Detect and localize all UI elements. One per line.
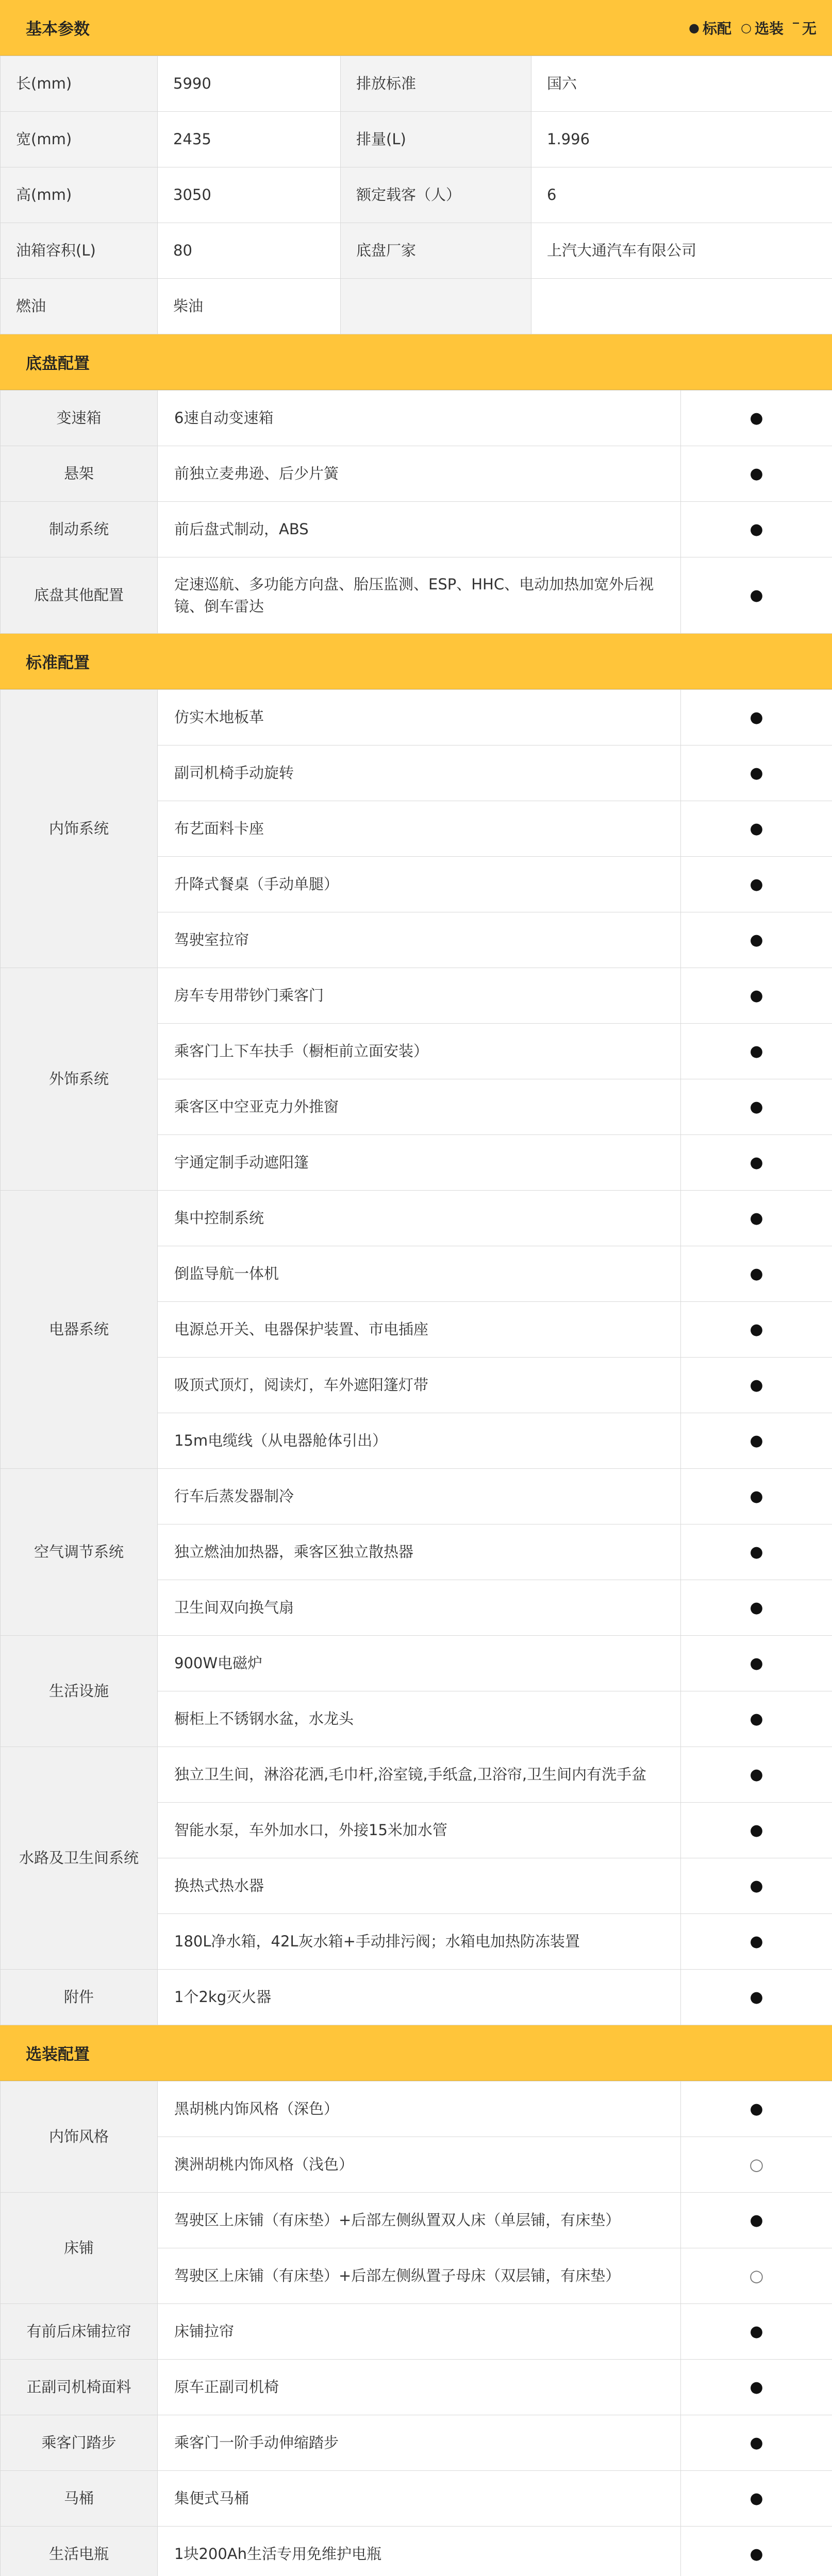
standard-dot-icon: ● [681, 502, 832, 557]
chassis-header [0, 334, 832, 390]
legend-none [793, 18, 817, 38]
feature-item: 前独立麦弗逊、后少片簧 [158, 446, 681, 502]
feature-item: 900W电磁炉 [158, 1636, 681, 1691]
feature-category: 乘客门踏步 [1, 2415, 158, 2471]
feature-category: 床铺 [1, 2193, 158, 2304]
feature-item: 乘客门一阶手动伸缩踏步 [158, 2415, 681, 2471]
feature-category: 内饰系统 [1, 690, 158, 968]
feature-row [1, 1191, 832, 1246]
feature-row [1, 968, 832, 1024]
standard-dot-icon: ● [681, 1858, 832, 1914]
standard-dot-icon: ● [681, 1524, 832, 1580]
standard-dot-icon: ● [681, 1970, 832, 2025]
feature-item: 驾驶区上床铺（有床垫）+后部左侧纵置子母床（双层铺，有床垫） [158, 2248, 681, 2304]
feature-category: 马桶 [1, 2471, 158, 2527]
feature-category: 变速箱 [1, 391, 158, 446]
param-label: 排放标准 [341, 56, 531, 112]
feature-item: 15m电缆线（从电器舱体引出） [158, 1413, 681, 1469]
standard-dot-icon: ● [681, 2193, 832, 2248]
basic-param-row [1, 56, 832, 112]
feature-category: 外饰系统 [1, 968, 158, 1191]
param-value: 3050 [158, 167, 341, 223]
chassis-table [0, 390, 832, 634]
standard-dot-icon: ● [681, 391, 832, 446]
standard-dot-icon: ● [681, 968, 832, 1024]
feature-item: 前后盘式制动，ABS [158, 502, 681, 557]
basic-params-header [0, 0, 832, 56]
standard-dot-icon: ● [681, 1636, 832, 1691]
basic-param-row [1, 167, 832, 223]
param-value [531, 279, 832, 334]
feature-item: 6速自动变速箱 [158, 391, 681, 446]
feature-item: 智能水泵，车外加水口，外接15米加水管 [158, 1803, 681, 1858]
legend-standard [689, 18, 731, 38]
feature-item: 180L净水箱，42L灰水箱+手动排污阀；水箱电加热防冻装置 [158, 1914, 681, 1970]
feature-item: 独立卫生间，淋浴花洒,毛巾杆,浴室镜,手纸盒,卫浴帘,卫生间内有洗手盆 [158, 1747, 681, 1803]
basic-param-row [1, 279, 832, 334]
legend-optional-label: 选装 [754, 20, 784, 37]
param-label: 长(mm) [1, 56, 158, 112]
standard-dot-icon: ● [681, 1747, 832, 1803]
feature-item: 独立燃油加热器，乘客区独立散热器 [158, 1524, 681, 1580]
optional-header [0, 2025, 832, 2081]
feature-item: 布艺面料卡座 [158, 801, 681, 857]
standard-dot-icon: ● [681, 1914, 832, 1970]
basic-params-table [0, 56, 832, 334]
param-value: 柴油 [158, 279, 341, 334]
standard-dot-icon: ● [681, 1803, 832, 1858]
feature-row [1, 2527, 832, 2576]
standard-dot-icon: ● [681, 2360, 832, 2415]
feature-row [1, 2193, 832, 2248]
feature-category: 底盘其他配置 [1, 557, 158, 634]
feature-row [1, 1636, 832, 1691]
feature-item: 橱柜上不锈钢水盆，水龙头 [158, 1691, 681, 1747]
standard-dot-icon: ● [681, 745, 832, 801]
feature-item: 驾驶区上床铺（有床垫）+后部左侧纵置双人床（单层铺，有床垫） [158, 2193, 681, 2248]
feature-item: 乘客区中空亚克力外推窗 [158, 1079, 681, 1135]
feature-category: 悬架 [1, 446, 158, 502]
feature-item: 1个2kg灭火器 [158, 1970, 681, 2025]
param-label: 排量(L) [341, 112, 531, 167]
standard-dot-icon: ● [681, 2415, 832, 2471]
chassis-title: 底盘配置 [26, 354, 90, 373]
optional-circle-icon: ○ [681, 2137, 832, 2193]
feature-item: 仿实木地板革 [158, 690, 681, 745]
feature-row [1, 391, 832, 446]
feature-category: 制动系统 [1, 502, 158, 557]
param-value: 上汽大通汽车有限公司 [531, 223, 832, 279]
feature-row [1, 1747, 832, 1803]
feature-category: 附件 [1, 1970, 158, 2025]
standard-dot-icon: ● [681, 1135, 832, 1191]
standard-dot-icon: ● [681, 2081, 832, 2137]
feature-category: 有前后床铺拉帘 [1, 2304, 158, 2360]
standard-table [0, 689, 832, 2025]
legend [689, 18, 817, 38]
param-label: 宽(mm) [1, 112, 158, 167]
standard-dot-icon: ● [681, 857, 832, 912]
standard-dot-icon: ● [681, 1246, 832, 1302]
feature-category: 空气调节系统 [1, 1469, 158, 1636]
param-label: 底盘厂家 [341, 223, 531, 279]
param-label [341, 279, 531, 334]
feature-item: 集中控制系统 [158, 1191, 681, 1246]
feature-item: 房车专用带钞门乘客门 [158, 968, 681, 1024]
standard-dot-icon: ● [681, 912, 832, 968]
feature-row [1, 2415, 832, 2471]
legend-none-label: 无 [802, 20, 817, 37]
feature-row [1, 690, 832, 745]
feature-item: 副司机椅手动旋转 [158, 745, 681, 801]
feature-item: 行车后蒸发器制冷 [158, 1469, 681, 1524]
feature-row [1, 2360, 832, 2415]
feature-item: 乘客门上下车扶手（橱柜前立面安装） [158, 1024, 681, 1079]
standard-dot-icon: ● [681, 1024, 832, 1079]
standard-dot-icon: ● [681, 1691, 832, 1747]
standard-dot-icon: ● [681, 2527, 832, 2576]
optional-circle-icon: ○ [681, 2248, 832, 2304]
feature-item: 倒监导航一体机 [158, 1246, 681, 1302]
feature-category: 内饰风格 [1, 2081, 158, 2193]
standard-dot-icon: ● [681, 1413, 832, 1469]
feature-item: 集便式马桶 [158, 2471, 681, 2527]
feature-row [1, 2081, 832, 2137]
basic-param-row [1, 112, 832, 167]
feature-category: 生活电瓶 [1, 2527, 158, 2576]
feature-row [1, 1970, 832, 2025]
param-value: 1.996 [531, 112, 832, 167]
standard-dot-icon: ● [681, 801, 832, 857]
param-value: 国六 [531, 56, 832, 112]
optional-table [0, 2081, 832, 2576]
param-value: 80 [158, 223, 341, 279]
standard-dot-icon: ● [681, 446, 832, 502]
standard-title: 标准配置 [26, 654, 90, 672]
standard-header [0, 634, 832, 689]
standard-dot-icon: ● [681, 2471, 832, 2527]
feature-item: 换热式热水器 [158, 1858, 681, 1914]
feature-row [1, 1469, 832, 1524]
standard-dot-icon: ● [681, 1358, 832, 1413]
standard-dot-icon: ● [681, 1079, 832, 1135]
none-dash-icon: ‾ [792, 20, 799, 35]
feature-item: 吸顶式顶灯，阅读灯，车外遮阳篷灯带 [158, 1358, 681, 1413]
standard-dot-icon: ● [681, 1191, 832, 1246]
feature-item: 卫生间双向换气扇 [158, 1580, 681, 1636]
legend-standard-label: 标配 [703, 20, 732, 37]
param-value: 2435 [158, 112, 341, 167]
feature-item: 升降式餐桌（手动单腿） [158, 857, 681, 912]
feature-item: 床铺拉帘 [158, 2304, 681, 2360]
param-value: 5990 [158, 56, 341, 112]
param-label: 高(mm) [1, 167, 158, 223]
param-label: 燃油 [1, 279, 158, 334]
param-label: 油箱容积(L) [1, 223, 158, 279]
standard-dot-icon: ● [681, 557, 832, 634]
standard-dot-icon: ● [681, 690, 832, 745]
legend-optional [741, 18, 784, 38]
param-label: 额定载客（人） [341, 167, 531, 223]
feature-category: 生活设施 [1, 1636, 158, 1747]
feature-item: 原车正副司机椅 [158, 2360, 681, 2415]
feature-row [1, 557, 832, 634]
feature-item: 澳洲胡桃内饰风格（浅色） [158, 2137, 681, 2193]
feature-row [1, 446, 832, 502]
feature-category: 正副司机椅面料 [1, 2360, 158, 2415]
standard-dot-icon: ● [681, 1580, 832, 1636]
feature-item: 黑胡桃内饰风格（深色） [158, 2081, 681, 2137]
basic-param-row [1, 223, 832, 279]
standard-dot-icon: ● [681, 1302, 832, 1358]
standard-dot-icon: ● [689, 20, 700, 35]
feature-item: 定速巡航、多功能方向盘、胎压监测、ESP、HHC、电动加热加宽外后视镜、倒车雷达 [158, 557, 681, 634]
feature-item: 1块200Ah生活专用免维护电瓶 [158, 2527, 681, 2576]
optional-circle-icon: ○ [741, 20, 752, 35]
standard-dot-icon: ● [681, 2304, 832, 2360]
feature-row [1, 502, 832, 557]
standard-dot-icon: ● [681, 1469, 832, 1524]
feature-item: 宇通定制手动遮阳篷 [158, 1135, 681, 1191]
feature-row [1, 2471, 832, 2527]
feature-item: 驾驶室拉帘 [158, 912, 681, 968]
feature-category: 水路及卫生间系统 [1, 1747, 158, 1970]
feature-item: 电源总开关、电器保护装置、市电插座 [158, 1302, 681, 1358]
feature-row [1, 2304, 832, 2360]
basic-params-title: 基本参数 [26, 20, 90, 39]
param-value: 6 [531, 167, 832, 223]
feature-category: 电器系统 [1, 1191, 158, 1469]
optional-title: 选装配置 [26, 2045, 90, 2064]
